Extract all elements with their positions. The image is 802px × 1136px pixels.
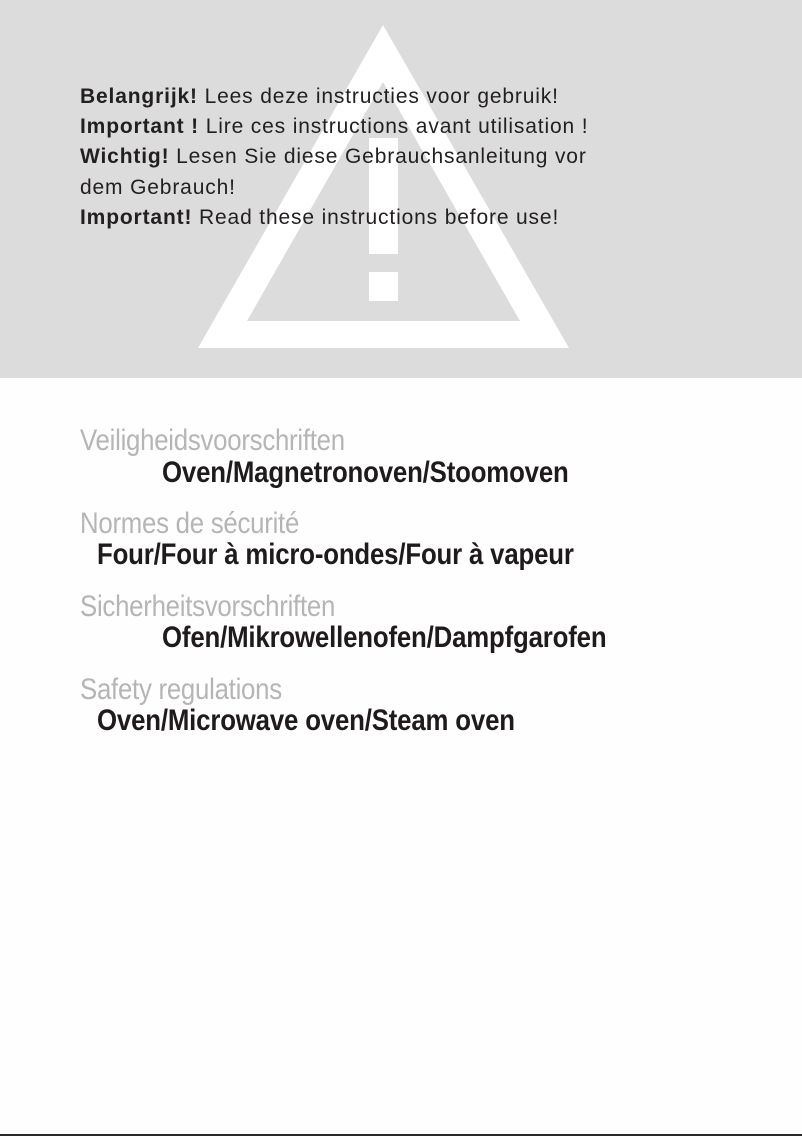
section-subtitle-en: Oven/Microwave oven/Steam oven <box>97 704 515 737</box>
read-instructions-notice <box>80 82 588 233</box>
notice-text-de-cont: dem Gebrauch! <box>80 175 236 199</box>
section-subtitle-de: Ofen/Mikrowellenofen/Dampfgarofen <box>162 621 607 654</box>
warning-banner <box>0 0 802 378</box>
exclamation-dot <box>369 272 398 301</box>
notice-label-en: Important! <box>80 205 193 229</box>
notice-text-de: Lesen Sie diese Gebrauchsanleitung vor <box>169 145 587 169</box>
notice-line-de <box>80 142 588 172</box>
notice-label-fr: Important ! <box>80 115 200 139</box>
notice-line-fr <box>80 112 588 142</box>
notice-line-nl <box>80 82 588 112</box>
notice-text-nl: Lees deze instructies voor gebruik! <box>197 85 559 108</box>
section-heading-en: Safety regulations <box>80 673 282 706</box>
notice-label-de: Wichtig! <box>80 145 170 169</box>
notice-line-en <box>80 203 588 233</box>
section-subtitle-nl: Oven/Magnetronoven/Stoomoven <box>162 456 569 489</box>
section-heading-nl: Veiligheidsvoorschriften <box>80 424 345 457</box>
section-heading-de: Sicherheitsvorschriften <box>80 590 336 623</box>
section-heading-fr: Normes de sécurité <box>80 507 300 540</box>
notice-label-nl: Belangrijk! <box>80 85 198 108</box>
notice-line-de-cont <box>80 173 588 203</box>
notice-text-fr: Lire ces instructions avant utilisation ! <box>199 115 589 139</box>
notice-text-en: Read these instructions before use! <box>192 205 560 229</box>
section-subtitle-fr: Four/Four à micro-ondes/Four à vapeur <box>97 538 574 571</box>
